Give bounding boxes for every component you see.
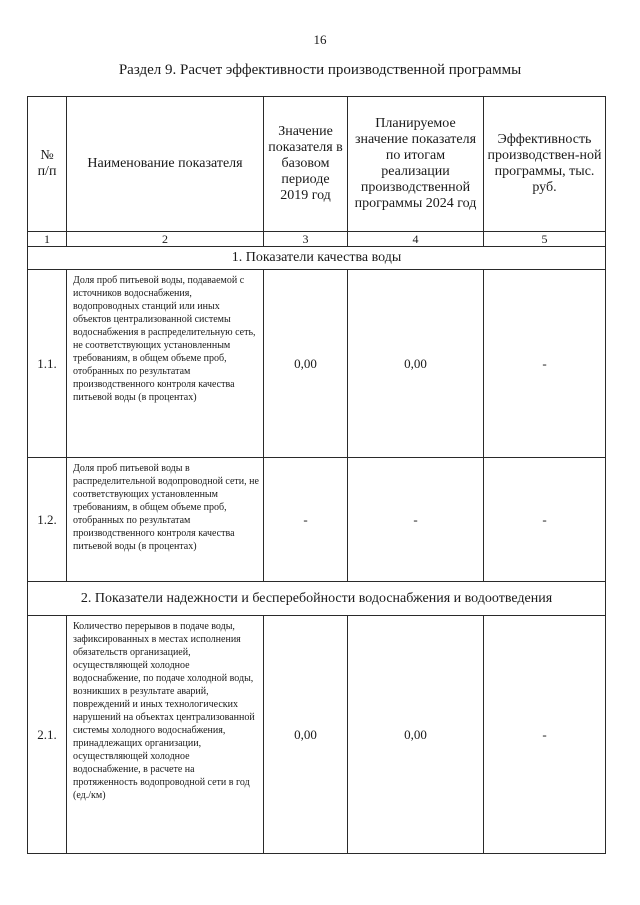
header-num: № п/п — [28, 97, 67, 232]
planned-value: 0,00 — [348, 270, 484, 458]
indicator-name: Доля проб питьевой воды в распределительной водопроводной сети, не соответствующих установленным требованиям, в общем объеме проб, отобранных по результатам производственного контроля качества питьевой воды (в процентах) — [67, 458, 264, 582]
base-value: 0,00 — [264, 616, 348, 854]
group-title: 1. Показатели качества воды — [28, 247, 606, 270]
group-title: 2. Показатели надежности и бесперебойности водоснабжения и водоотведения — [28, 582, 606, 616]
row-number: 2.1. — [28, 616, 67, 854]
row-number: 1.1. — [28, 270, 67, 458]
table-header-row — [28, 97, 606, 232]
indicator-name: Количество перерывов в подаче воды, зафиксированных в местах исполнения обязательств организацией, осуществляющей холодное водоснабжение, по подаче холодной воды, возникших в результате аварий, повреждений и иных технологических нарушений на объектах централизованной системы холодного водоснабжения, принадлежащих организации, осуществляющей холодное водоснабжение, в расчете на протяженность водопроводной сети в год (ед./км) — [67, 616, 264, 854]
header-efficiency: Эффективность производствен-ной программы, тыс. руб. — [484, 97, 606, 232]
group-header-row — [28, 247, 606, 270]
column-number-row — [28, 232, 606, 247]
header-base: Значение показателя в базовом периоде 2019 год — [264, 97, 348, 232]
column-number: 1 — [28, 232, 67, 247]
table-row — [28, 270, 606, 458]
column-number: 2 — [67, 232, 264, 247]
header-planned: Планируемое значение показателя по итогам реализации производственной программы 2024 год — [348, 97, 484, 232]
base-value: 0,00 — [264, 270, 348, 458]
page-number: 16 — [313, 32, 327, 47]
group-header-row — [28, 582, 606, 616]
section-title: Раздел 9. Расчет эффективности производственной программы — [118, 62, 522, 78]
column-number: 3 — [264, 232, 348, 247]
table-row — [28, 458, 606, 582]
header-name: Наименование показателя — [67, 97, 264, 232]
base-value: - — [264, 458, 348, 582]
efficiency-value: - — [484, 270, 606, 458]
row-number: 1.2. — [28, 458, 67, 582]
column-number: 4 — [348, 232, 484, 247]
column-number: 5 — [484, 232, 606, 247]
planned-value: - — [348, 458, 484, 582]
table-row — [28, 616, 606, 854]
efficiency-value: - — [484, 458, 606, 582]
indicator-name: Доля проб питьевой воды, подаваемой с источников водоснабжения, водопроводных станций или иных объектов централизованной системы водоснабжения в распределительную сеть, не соответствующих установленным требованиям, в общем объеме проб, отобранных по результатам производственного контроля качества питьевой воды (в процентах) — [67, 270, 264, 458]
planned-value: 0,00 — [348, 616, 484, 854]
efficiency-value: - — [484, 616, 606, 854]
efficiency-table — [27, 96, 606, 854]
